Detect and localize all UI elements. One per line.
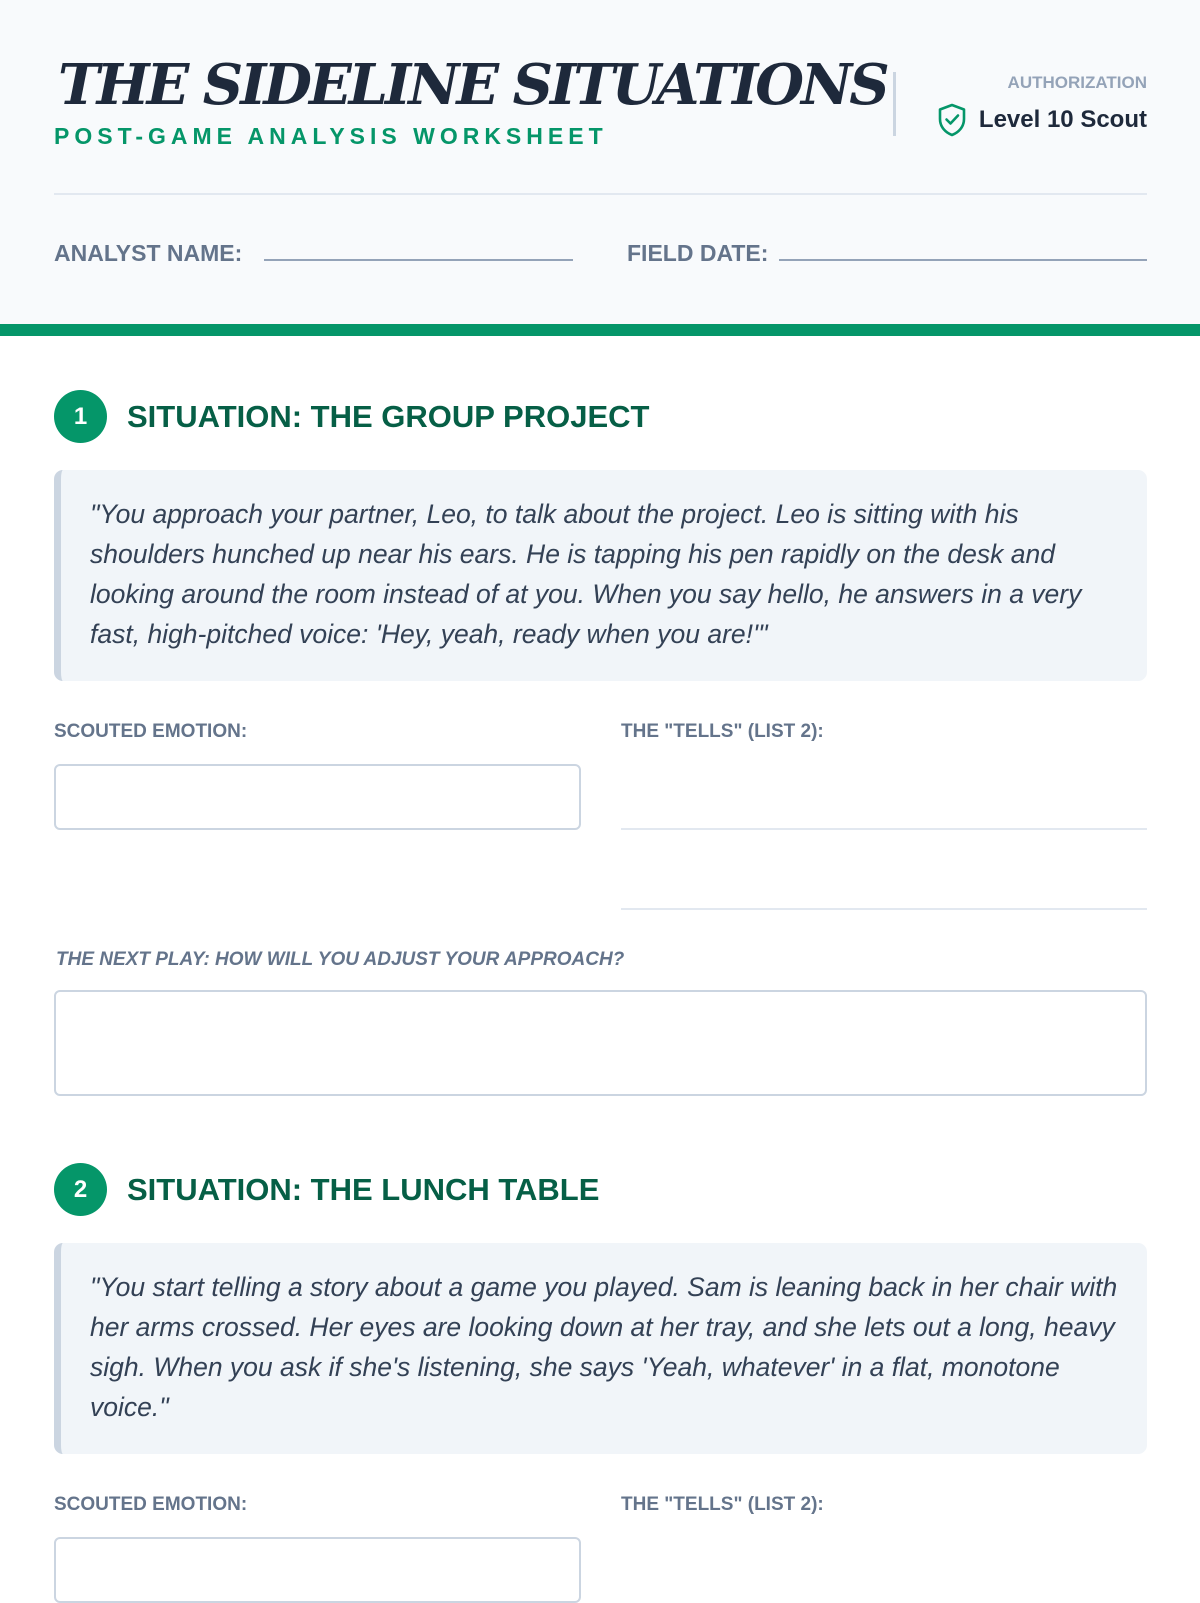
tells-line-2[interactable] bbox=[621, 908, 1147, 910]
situation-header bbox=[54, 1163, 1147, 1217]
worksheet-title: THE SIDELINE SITUATIONS bbox=[58, 52, 887, 118]
next-play-label: THE NEXT PLAY: HOW WILL YOU ADJUST YOUR APPROACH? bbox=[56, 949, 625, 970]
scouted-emotion-input[interactable] bbox=[54, 764, 581, 830]
analyst-name-label: ANALYST NAME: bbox=[54, 240, 243, 266]
worksheet-subtitle: POST-GAME ANALYSIS WORKSHEET bbox=[54, 123, 608, 149]
authorization-badge bbox=[937, 102, 1147, 138]
situation-title: SITUATION: THE GROUP PROJECT bbox=[127, 399, 650, 434]
next-play-input[interactable] bbox=[54, 990, 1147, 1096]
scenario-quote: "You approach your partner, Leo, to talk about the project. Leo is sitting with his shoulders hunched up near his ears. He is tapping his pen rapidly on the desk and looking around the room instead of at you. When you say hello, he answers in a very fast, high-pitched voice: 'Hey, yeah, ready when you are!'" bbox=[54, 470, 1147, 681]
field-date-field[interactable] bbox=[779, 259, 1147, 261]
tells-label: THE "TELLS" (LIST 2): bbox=[621, 1494, 824, 1515]
analyst-name-field[interactable] bbox=[264, 259, 573, 261]
tells-line-1[interactable] bbox=[621, 828, 1147, 830]
header-rule bbox=[54, 193, 1147, 195]
situation-2 bbox=[54, 1163, 1147, 1600]
scouted-emotion-label: SCOUTED EMOTION: bbox=[54, 721, 248, 742]
field-date-label: FIELD DATE: bbox=[627, 240, 769, 266]
header-accent-bar bbox=[0, 324, 1200, 336]
shield-check-icon bbox=[937, 103, 967, 137]
situation-title: SITUATION: THE LUNCH TABLE bbox=[127, 1172, 600, 1207]
header-divider bbox=[893, 72, 896, 136]
scenario-quote: "You start telling a story about a game you played. Sam is leaning back in her chair with her arms crossed. Her eyes are looking down at her tray, and she lets out a long, heavy sigh. When you ask if she's listening, she says 'Yeah, whatever' in a flat, monotone voice." bbox=[54, 1243, 1147, 1454]
tells-label: THE "TELLS" (LIST 2): bbox=[621, 721, 824, 742]
situation-number-badge: 2 bbox=[54, 1163, 107, 1216]
worksheet-header bbox=[0, 0, 1200, 336]
situation-header bbox=[54, 390, 1147, 444]
scouted-emotion-label: SCOUTED EMOTION: bbox=[54, 1494, 248, 1515]
situation-number-badge: 1 bbox=[54, 390, 107, 443]
authorization-value: Level 10 Scout bbox=[978, 106, 1147, 133]
authorization-label: AUTHORIZATION bbox=[1007, 73, 1147, 92]
situation-1 bbox=[54, 390, 1147, 1100]
scouted-emotion-input[interactable] bbox=[54, 1537, 581, 1603]
